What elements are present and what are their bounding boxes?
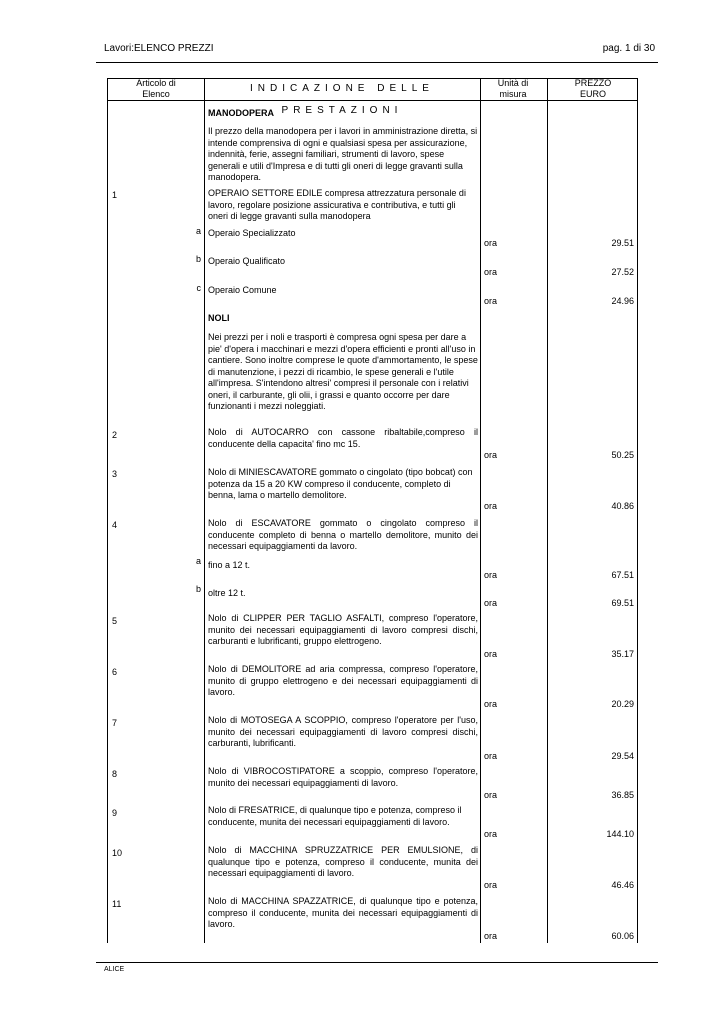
sub-item-letter: c [196,283,201,293]
column-header-articolo: Articolo di Elenco [136,78,176,99]
item-price: 27.52 [611,267,634,277]
item-number: 4 [112,520,118,530]
column-divider [547,78,548,943]
item-price: 24.96 [611,296,634,306]
sub-item-letter: a [195,556,201,566]
item-unit: ora [484,829,498,839]
item-unit: ora [484,699,498,709]
item-price: 20.29 [611,699,634,709]
item-price: 29.51 [611,238,634,248]
item-description: Nolo di MINIESCAVATORE gommato o cingolato (tipo bobcat) con potenza da 15 a 20 KW compreso il conducente, completo di benna, lama o martello demolitore. [208,467,473,500]
item-description: Operaio Qualificato [208,256,286,266]
item-description: Nolo di FRESATRICE, di qualunque tipo e potenza, compreso il conducente, munita dei necessari equipaggiamenti di lavoro. [208,805,462,827]
table-left-border [107,78,108,943]
item-description: Nolo di MACCHINA SPAZZATRICE, di qualunque tipo e potenza, compreso il conducente, munita dei necessari equipaggiamenti di lavoro. [208,896,478,929]
item-price: 36.85 [611,790,634,800]
table-right-border [637,78,638,943]
section-title-manodopera: MANODOPERA [208,108,275,118]
item-price: 40.86 [611,501,634,511]
column-header-indicazione: INDICAZIONE DELLE PRESTAZIONI [250,83,434,116]
item-price: 60.06 [611,931,634,941]
item-unit: ora [484,296,498,306]
item-number: 1 [112,190,118,200]
item-price: 46.46 [611,880,634,890]
item-number: 5 [112,616,118,626]
section-intro-noli: Nei prezzi per i noli e trasporti è compresa ogni spesa per dare a pie' d'opera i macchinari e mezzi d'opera efficienti e pronti all'uso in cantiere. Sono inoltre comprese le quote d'ammortamento, le spese di manutenzione, i pezzi di ricambio, le spese generali e l'utile all'impresa. S'intendono altresi' compresi il personale con i relativi oneri, il carburante, gli olii, i grassi e quanto occorre per dare funzionanti i mezzi noleggiati. [208,332,478,411]
column-header-prezzo: PREZZO EURO [574,78,612,99]
item-unit: ora [484,790,498,800]
column-header-unita: Unità di misura [497,78,529,99]
item-number: 7 [112,718,118,728]
footer-label: ALICE [104,966,125,973]
item-price: 50.25 [611,450,634,460]
item-number: 8 [112,769,118,779]
item-number: 10 [112,848,123,858]
item-description: Operaio Specializzato [208,228,296,238]
page-header-title: Lavori:ELENCO PREZZI [104,43,214,54]
item-number: 2 [112,430,118,440]
item-description: oltre 12 t. [208,588,246,598]
item-unit: ora [484,570,498,580]
page-number: pag. 1 di 30 [602,43,655,54]
item-description: Operaio Comune [208,285,277,295]
section-title-noli: NOLI [208,313,230,323]
item-description: Nolo di MACCHINA SPRUZZATRICE PER EMULSIONE, di qualunque tipo e potenza, compreso il conducente, munita dei necessari equipaggiamenti di lavoro. [208,845,478,878]
sub-item-letter: b [195,254,201,264]
item-unit: ora [484,880,498,890]
item-price: 29.54 [611,751,634,761]
item-unit: ora [484,649,498,659]
sub-item-letter: a [195,226,201,236]
item-price: 69.51 [611,598,634,608]
item-unit: ora [484,450,498,460]
item-description: Nolo di ESCAVATORE gommato o cingolato compreso il conducente completo di benna o martello demolitore, munito dei necessari equipaggiamenti da lavoro. [208,518,478,551]
item-unit: ora [484,598,498,608]
item-description: Nolo di AUTOCARRO con cassone ribaltabile,compreso il conducente della capacita' fino mc 15. [208,427,478,449]
header-divider [96,62,658,63]
item-price: 67.51 [611,570,634,580]
item-description: Nolo di DEMOLITORE ad aria compressa, compreso l'operatore, munito di gruppo elettrogeno e dei necessari equipaggiamenti di lavoro. [208,664,478,697]
column-divider [480,78,481,943]
item-unit: ora [484,501,498,511]
item-number: 9 [112,808,118,818]
section-intro-manodopera: Il prezzo della manodopera per i lavori in amministrazione diretta, si intende comprensiva di ogni e qualsiasi spesa per assicurazione, indennità, ferie, assegni familiari, strumenti di lavoro, spese generali e utili d'Impresa e di tutti gli oneri di legge gravanti sulla manodopera. [208,126,478,182]
footer-divider [96,962,658,963]
item-unit: ora [484,931,498,941]
sub-item-letter: b [195,584,201,594]
item-description: fino a 12 t. [208,560,251,570]
item-number: 6 [112,667,118,677]
item-price: 35.17 [611,649,634,659]
item-number: 11 [112,899,122,909]
item-unit: ora [484,267,498,277]
column-divider [204,78,205,943]
item-price: 144.10 [606,829,634,839]
item-number: 3 [112,469,118,479]
item-description: Nolo di MOTOSEGA A SCOPPIO, compreso l'operatore per l'uso, munito dei necessari equipaggiamenti di lavoro compresi dischi, carburanti, lubrificanti. [208,715,478,748]
item-description: OPERAIO SETTORE EDILE compresa attrezzatura personale di lavoro, regolare posizione assicurativa e contributiva, e tutti gli oneri di legge gravanti sulla manodopera [208,188,466,221]
item-unit: ora [484,751,498,761]
item-description: Nolo di CLIPPER PER TAGLIO ASFALTI, compreso l'operatore, munito dei necessari equipaggiamenti di lavoro compresi dischi, carburanti e lubrificanti, gruppo elettrogeno. [208,613,478,646]
item-description: Nolo di VIBROCOSTIPATORE a scoppio, compreso l'operatore, munito dei necessari equipaggiamenti di lavoro. [208,766,478,788]
price-list-table [107,78,638,943]
item-unit: ora [484,238,498,248]
